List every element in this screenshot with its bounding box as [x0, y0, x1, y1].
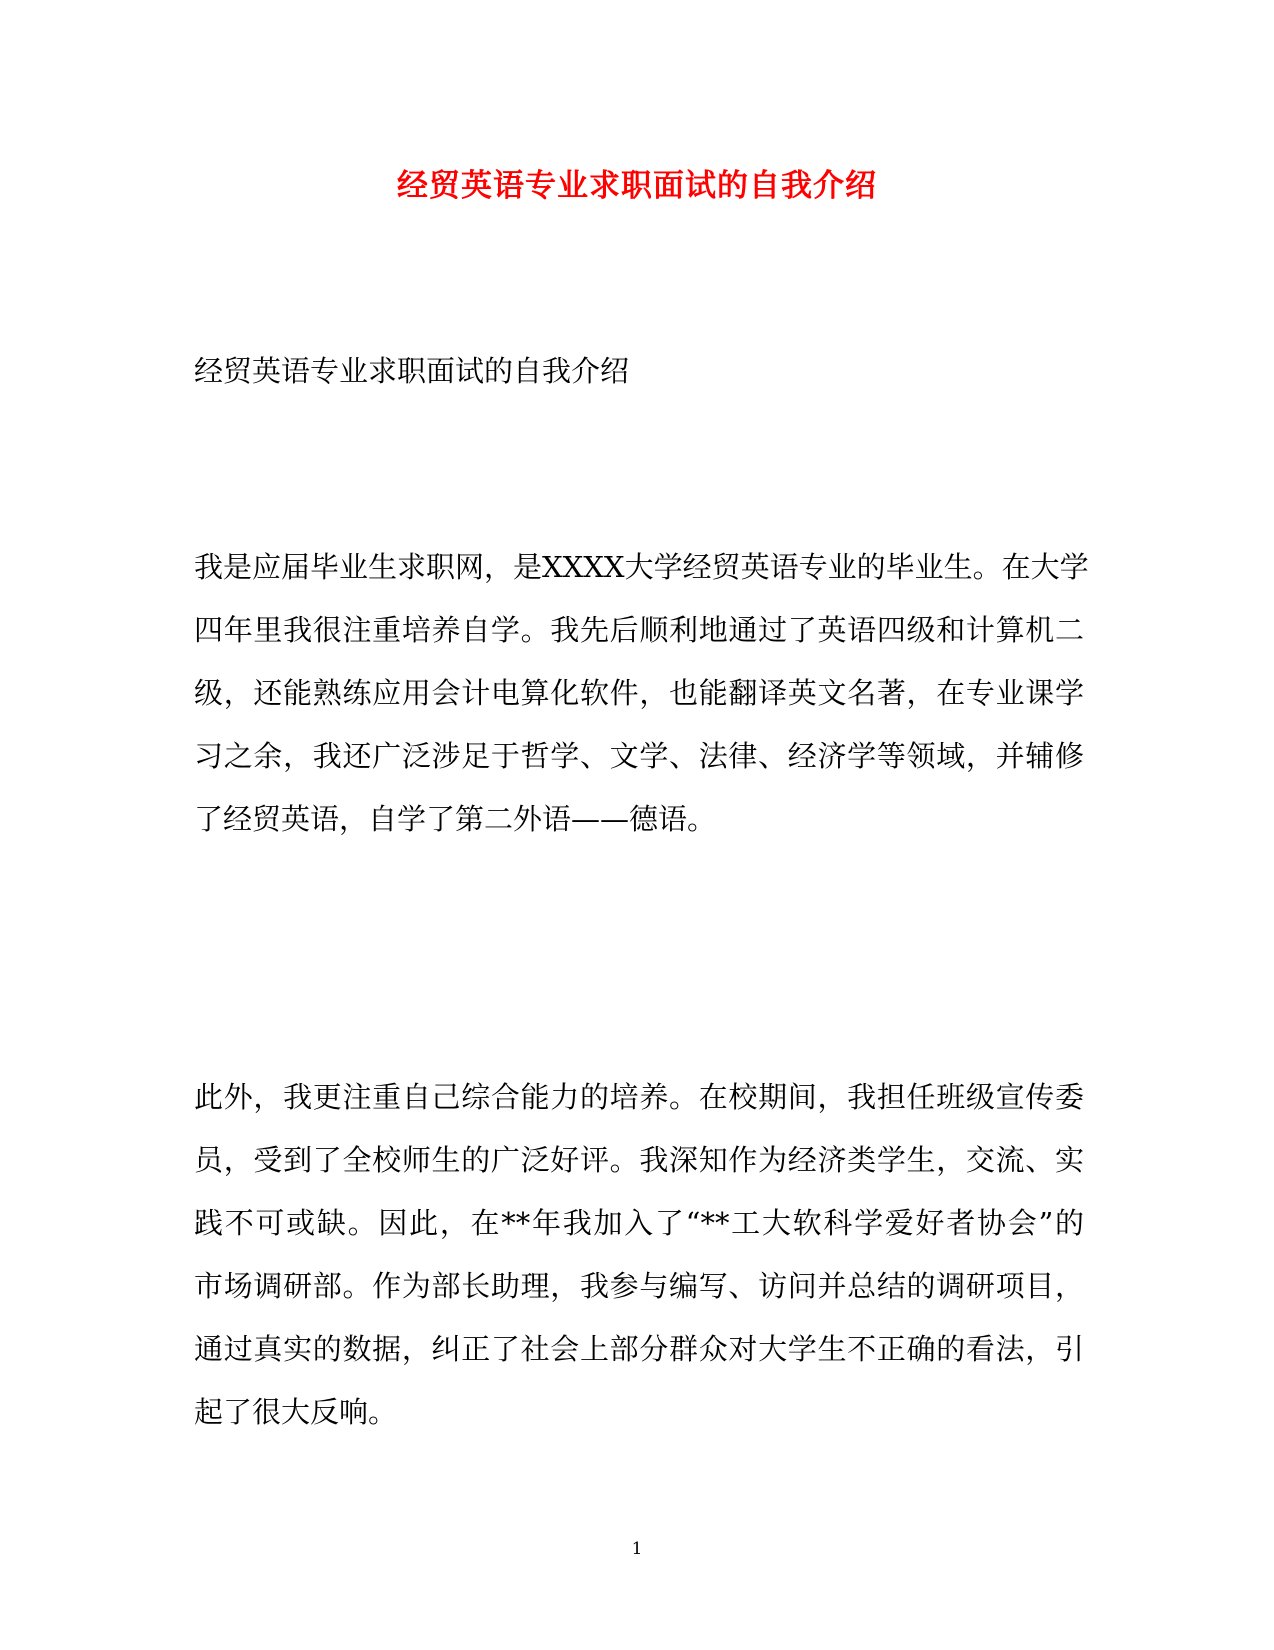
paragraph-line: 起了很大反响。 [194, 1395, 398, 1429]
paragraph-line: 习之余，我还广泛涉足于哲学、文学、法律、经济学等领域，并辅修 [194, 739, 1084, 773]
paragraph-line: 了经贸英语，自学了第二外语——德语。 [194, 802, 717, 836]
paragraph-2 [194, 1066, 1084, 1444]
document-title: 经贸英语专业求职面试的自我介绍 [397, 168, 877, 204]
page-number: 1 [631, 1539, 643, 1559]
paragraph-line: 市场调研部。作为部长助理，我参与编写、访问并总结的调研项目， [194, 1269, 1084, 1303]
paragraph-line: 级，还能熟练应用会计电算化软件，也能翻译英文名著，在专业课学 [194, 676, 1084, 710]
paragraph-1 [194, 536, 1089, 851]
document-subtitle: 经贸英语专业求职面试的自我介绍 [194, 354, 630, 388]
paragraph-line: 四年里我很注重培养自学。我先后顺利地通过了英语四级和计算机二 [194, 613, 1084, 647]
paragraph-line: 我是应届毕业生求职网，是XXXX大学经贸英语专业的毕业生。在大学 [194, 550, 1089, 584]
paragraph-line: 通过真实的数据，纠正了社会上部分群众对大学生不正确的看法，引 [194, 1332, 1084, 1366]
paragraph-line: 践不可或缺。因此，在**年我加入了“**工大软科学爱好者协会”的 [194, 1206, 1084, 1240]
paragraph-line: 员，受到了全校师生的广泛好评。我深知作为经济类学生，交流、实 [194, 1143, 1084, 1177]
paragraph-line: 此外，我更注重自己综合能力的培养。在校期间，我担任班级宣传委 [194, 1080, 1084, 1114]
